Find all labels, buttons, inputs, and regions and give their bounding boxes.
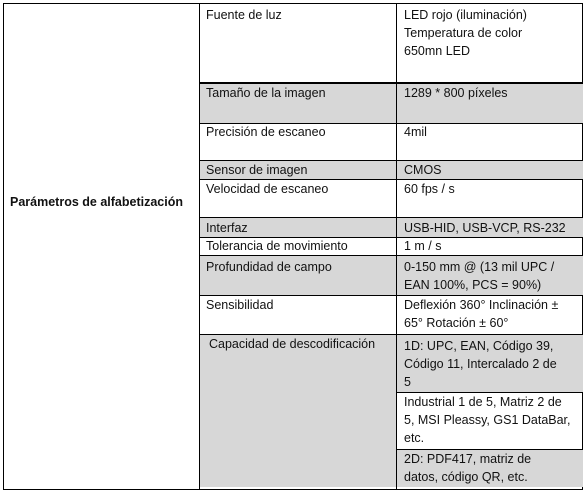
param-value: 1D: UPC, EAN, Código 39, Código 11, Intercalado 2 de 5 [404, 339, 557, 389]
param-label: Fuente de luz [206, 8, 282, 22]
param-value: 2D: PDF417, matriz de datos, código QR, etc. [404, 452, 532, 484]
param-label: Velocidad de escaneo [206, 182, 329, 196]
param-value: Industrial 1 de 5, Matriz 2 de 5, MSI Pleassy, GS1 DataBar, etc. [404, 395, 571, 445]
param-value: 1 m / s [404, 239, 442, 253]
param-label: Sensibilidad [206, 298, 274, 312]
row-line [199, 255, 583, 256]
param-value: CMOS [404, 163, 442, 177]
param-label: Tolerancia de movimiento [206, 239, 348, 253]
param-label: Tamaño de la imagen [206, 86, 326, 100]
param-label: Precisión de escaneo [206, 125, 326, 139]
param-label: Capacidad de descodificación [209, 337, 376, 351]
param-value: 4mil [404, 125, 427, 139]
shade-capacidad [200, 335, 397, 487]
param-value: 1289 * 800 píxeles [404, 86, 508, 100]
group-label: Parámetros de alfabetización [10, 195, 183, 209]
param-value: 60 fps / s [404, 182, 455, 196]
param-label: Interfaz [206, 221, 248, 235]
param-value: LED rojo (iluminación) Temperatura de color 650mn LED [404, 8, 527, 58]
param-value: USB-HID, USB-VCP, RS-232 [404, 221, 566, 235]
param-value: Deflexión 360° Inclinación ± 65° Rotación ± 60° [404, 298, 559, 330]
col-divider-2 [396, 3, 397, 490]
param-label: Profundidad de campo [206, 260, 332, 274]
row-line [199, 217, 583, 218]
param-value: 0-150 mm @ (13 mil UPC / EAN 100%, PCS = 90%) [404, 260, 555, 292]
col-divider-1 [199, 3, 200, 490]
param-label: Sensor de imagen [206, 163, 308, 177]
